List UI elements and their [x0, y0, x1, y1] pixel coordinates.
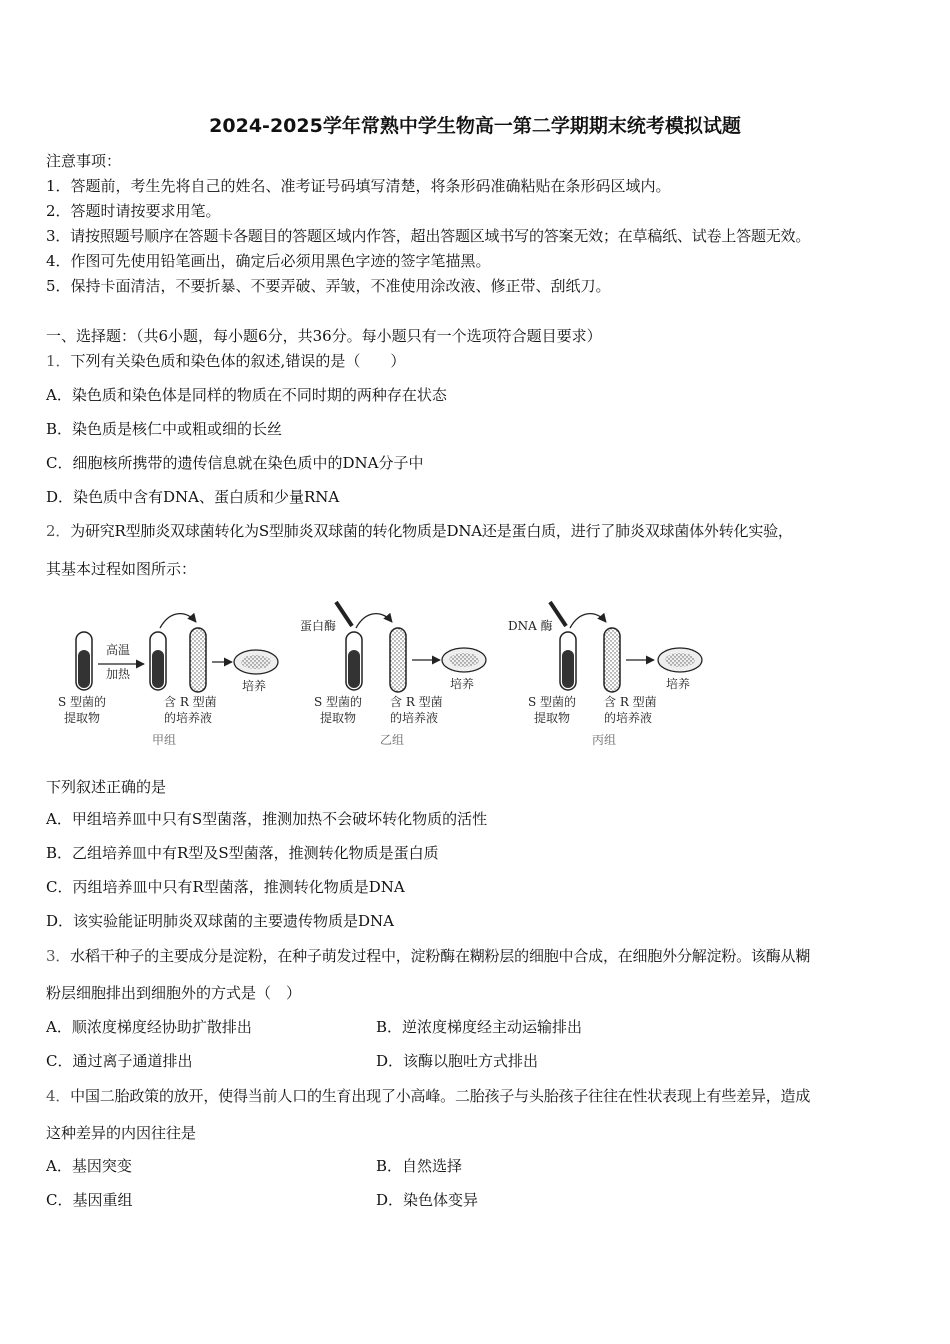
- extract-liquid: [78, 650, 90, 688]
- group-label: 乙组: [380, 733, 405, 747]
- group-bing: [508, 602, 702, 747]
- notice-item-5: 5．保持卡面清洁，不要折暴、不要弄破、弄皱，不准使用涂改液、修正带、刮纸刀。: [46, 277, 611, 295]
- culture-label: 培养: [242, 679, 267, 693]
- q4-option-d[interactable]: D．染色体变异: [376, 1191, 479, 1209]
- q3-option-a[interactable]: A．顺浓度梯度经协助扩散排出: [46, 1018, 252, 1036]
- extract-liquid: [348, 650, 360, 688]
- section-heading: 一、选择题：（共6小题，每小题6分，共36分。每小题只有一个选项符合题目要求）: [46, 327, 602, 345]
- q4-option-a[interactable]: A．基因突变: [46, 1157, 132, 1175]
- notice-heading: 注意事项：: [46, 152, 122, 170]
- q4-option-b[interactable]: B．自然选择: [376, 1157, 463, 1175]
- notice-item-3: 3．请按照题号顺序在答题卡各题目的答题区域内作答，超出答题区域书写的答案无效；在草稿纸、试卷上答题无效。: [46, 227, 811, 245]
- medium-tube: [190, 628, 206, 692]
- medium-label-1: 含 R 型菌: [390, 695, 443, 709]
- q1-option-c[interactable]: C．细胞核所携带的遗传信息就在染色质中的DNA分子中: [46, 454, 424, 472]
- question-text: 下列有关染色质和染色体的叙述,错误的是（ ）: [70, 352, 406, 370]
- colonies: [241, 655, 271, 669]
- medium-tube: [390, 628, 406, 692]
- medium-label-2: 的培养液: [164, 711, 213, 725]
- question-3-stem-cont: 粉层细胞排出到细胞外的方式是（ ）: [46, 984, 302, 1002]
- culture-label: 培养: [450, 677, 475, 691]
- question-text: 水稻干种子的主要成分是淀粉，在种子萌发过程中，淀粉酶在糊粉层的细胞中合成，在细胞外分解淀粉。该酶从糊: [70, 947, 811, 965]
- colonies: [665, 653, 695, 667]
- notice-item-2: 2．答题时请按要求用笔。: [46, 202, 221, 220]
- q1-option-a[interactable]: A．染色质和染色体是同样的物质在不同时期的两种存在状态: [46, 386, 447, 404]
- group-jia: [58, 614, 278, 747]
- notice-item-4: 4．作图可先使用铅笔画出，确定后必须用黑色字迹的签字笔描黑。: [46, 252, 491, 270]
- transfer-arrow: [570, 614, 606, 628]
- q2-option-a[interactable]: A．甲组培养皿中只有S型菌落，推测加热不会破坏转化物质的活性: [46, 810, 488, 828]
- question-2-stem: [46, 521, 793, 541]
- page-title: 2024-2025学年常熟中学生物高一第二学期期末统考模拟试题: [209, 115, 741, 137]
- q2-option-b[interactable]: B．乙组培养皿中有R型及S型菌落，推测转化物质是蛋白质: [46, 844, 439, 862]
- q3-option-c[interactable]: C．通过离子通道排出: [46, 1052, 193, 1070]
- extract-liquid: [562, 650, 574, 688]
- group-yi: [300, 602, 486, 747]
- question-2-stem-cont: 其基本过程如图所示：: [46, 560, 197, 578]
- transformation-experiment-figure: [46, 592, 726, 752]
- q1-option-d[interactable]: D．染色质中含有DNA、蛋白质和少量RNA: [46, 488, 340, 506]
- question-1-stem: [46, 351, 405, 371]
- q2-option-d[interactable]: D．该实验能证明肺炎双球菌的主要遗传物质是DNA: [46, 912, 395, 930]
- medium-tube: [604, 628, 620, 692]
- medium-label-2: 的培养液: [604, 711, 653, 725]
- medium-label-1: 含 R 型菌: [164, 695, 217, 709]
- extract-label-2: 提取物: [534, 711, 571, 725]
- medium-label-1: 含 R 型菌: [604, 695, 657, 709]
- q4-option-c[interactable]: C．基因重组: [46, 1191, 133, 1209]
- heated-liquid: [152, 650, 164, 688]
- question-4-stem: [46, 1086, 810, 1106]
- dropper: [336, 602, 352, 626]
- question-number: 4．: [46, 1087, 71, 1105]
- culture-label: 培养: [666, 677, 691, 691]
- group-label: 丙组: [592, 733, 617, 747]
- group-label: 甲组: [152, 733, 177, 747]
- q3-option-b[interactable]: B．逆浓度梯度经主动运输排出: [376, 1018, 583, 1036]
- extract-label-2: 提取物: [64, 711, 101, 725]
- question-number: 1．: [46, 352, 71, 370]
- colonies: [449, 653, 479, 667]
- question-number: 2．: [46, 522, 71, 540]
- q2-option-c[interactable]: C．丙组培养皿中只有R型菌落，推测转化物质是DNA: [46, 878, 405, 896]
- extract-label-2: 提取物: [320, 711, 357, 725]
- extract-label-1: S 型菌的: [58, 695, 107, 709]
- question-text: 为研究R型肺炎双球菌转化为S型肺炎双球菌的转化物质是DNA还是蛋白质，进行了肺炎双球菌体外转化实验，: [70, 522, 793, 540]
- question-text: 中国二胎政策的放开，使得当前人口的生育出现了小高峰。二胎孩子与头胎孩子往往在性状表现上有些差异，造成: [70, 1087, 811, 1105]
- question-4-stem-cont: 这种差异的内因往往是: [46, 1124, 197, 1142]
- extract-label-1: S 型菌的: [314, 695, 363, 709]
- question-2-lead: 下列叙述正确的是: [46, 778, 167, 796]
- transfer-arrow: [356, 614, 392, 628]
- question-3-stem: [46, 946, 810, 966]
- transfer-arrow: [160, 614, 196, 628]
- reagent-label: 蛋白酶: [300, 619, 337, 633]
- notice-item-1: 1．答题前，考生先将自己的姓名、准考证号码填写清楚，将条形码准确粘贴在条形码区域内。: [46, 177, 671, 195]
- q3-option-d[interactable]: D．该酶以胞吐方式排出: [376, 1052, 539, 1070]
- extract-label-1: S 型菌的: [528, 695, 577, 709]
- heat-label-2: 加热: [106, 667, 131, 681]
- reagent-label: DNA 酶: [508, 619, 553, 633]
- q1-option-b[interactable]: B．染色质是核仁中或粗或细的长丝: [46, 420, 283, 438]
- medium-label-2: 的培养液: [390, 711, 439, 725]
- heat-label-1: 高温: [106, 643, 131, 657]
- question-number: 3．: [46, 947, 71, 965]
